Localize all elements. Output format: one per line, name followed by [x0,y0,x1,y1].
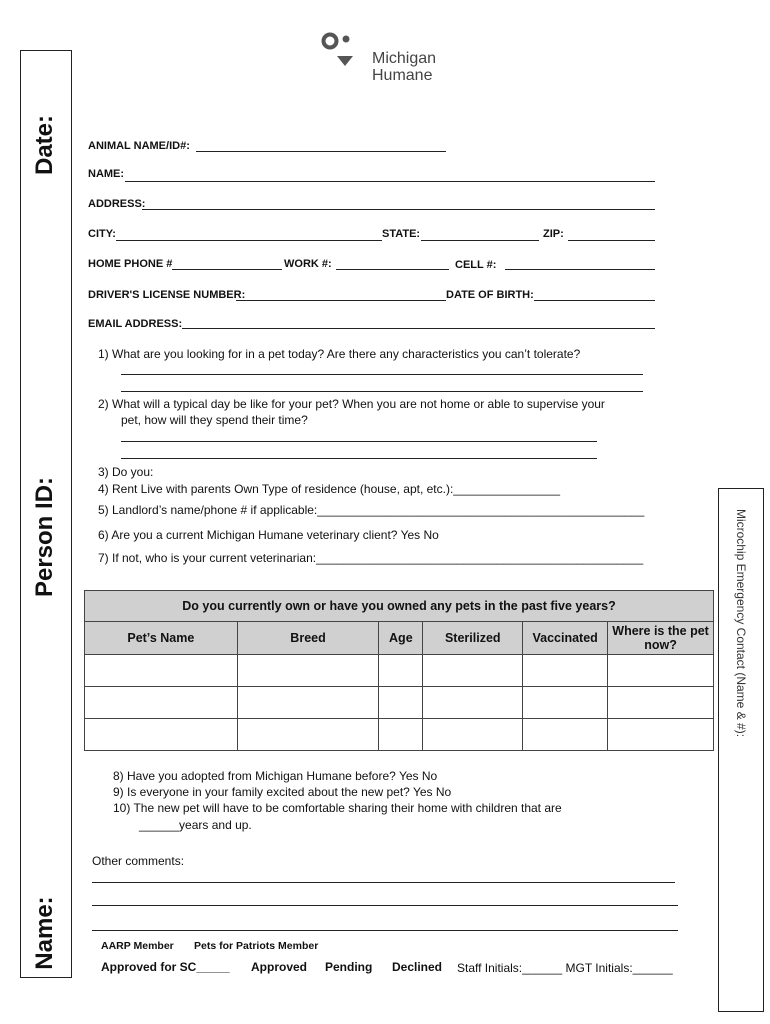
table-cell[interactable] [379,687,423,719]
column-header: Pet’s Name [85,622,238,655]
question-2b: pet, how will they spend their time? [121,413,308,427]
question-4: 4) Rent Live with parents Own Type of residence (house, apt, etc.):________________ [98,482,561,496]
comments-line-3[interactable] [92,930,678,931]
pets-for-patriots-label: Pets for Patriots Member [194,940,319,952]
drivers-license-label: DRIVER'S LICENSE NUMBER: [88,289,246,301]
drivers-license-field[interactable] [236,300,446,301]
approved-for-sc-label: Approved for SC_____ [101,960,230,974]
zip-label: ZIP: [543,228,564,240]
table-cell[interactable] [608,655,714,687]
question-10a: 10) The new pet will have to be comfortable sharing their home with children that are [113,801,562,815]
person-id-label: Person ID: [31,476,58,598]
name-field[interactable] [125,181,655,182]
question-5: 5) Landlord’s name/phone # if applicable:_________________________________________________ [98,503,645,517]
city-label: CITY: [88,228,116,240]
logo-text [372,50,436,84]
column-header: Sterilized [423,622,523,655]
date-label: Date: [31,115,58,176]
table-cell[interactable] [379,719,423,751]
table-cell[interactable] [237,687,379,719]
name-label: Name: [31,896,58,970]
table-row [85,719,714,751]
answer-line-1b[interactable] [121,391,643,392]
comments-line-1[interactable] [92,882,675,883]
table-cell[interactable] [608,719,714,751]
table-cell[interactable] [608,687,714,719]
animal-name-field[interactable] [196,151,446,152]
table-cell[interactable] [423,719,523,751]
column-header: Where is the pet now? [608,622,714,655]
table-cell[interactable] [423,687,523,719]
state-label: STATE: [382,228,421,240]
pets-table [84,590,714,751]
cell-field[interactable] [505,269,655,270]
email-field[interactable] [182,328,655,329]
table-cell[interactable] [523,655,608,687]
answer-line-1a[interactable] [121,374,643,375]
address-label: ADDRESS: [88,198,146,210]
zip-field[interactable] [568,240,655,241]
question-9: 9) Is everyone in your family excited about the new pet? Yes No [113,785,452,799]
state-field[interactable] [421,240,539,241]
declined-label: Declined [392,960,443,974]
table-cell[interactable] [237,655,379,687]
approved-label: Approved [251,960,308,974]
table-cell[interactable] [85,655,238,687]
table-cell[interactable] [237,719,379,751]
question-10b: ______years and up. [139,818,252,832]
work-label: WORK #: [284,258,332,270]
answer-line-2b[interactable] [121,458,597,459]
column-header: Vaccinated [523,622,608,655]
pending-label: Pending [325,960,373,974]
home-phone-label: HOME PHONE # [88,258,173,270]
table-title: Do you currently own or have you owned any pets in the past five years? [85,591,714,622]
question-6: 6) Are you a current Michigan Humane veterinary client? Yes No [98,528,439,542]
table-cell[interactable] [423,655,523,687]
comments-line-2[interactable] [92,905,678,906]
home-phone-field[interactable] [172,269,282,270]
column-header: Breed [237,622,379,655]
email-label: EMAIL ADDRESS: [88,318,183,330]
table-cell[interactable] [523,687,608,719]
microchip-label: Microchip Emergency Contact (Name & #): [734,508,748,738]
table-row [85,655,714,687]
name-field-label: NAME: [88,168,125,180]
cell-label: CELL #: [455,259,497,271]
question-1: 1) What are you looking for in a pet today? Are there any characteristics you can’t tolerate? [98,347,581,361]
dob-label: DATE OF BIRTH: [446,289,534,301]
animal-name-label: ANIMAL NAME/ID#: [88,140,190,152]
table-cell[interactable] [523,719,608,751]
column-header: Age [379,622,423,655]
work-field[interactable] [336,269,449,270]
table-cell[interactable] [85,719,238,751]
logo-line-1: Michigan [372,50,437,67]
table-row [85,687,714,719]
dob-field[interactable] [534,300,655,301]
address-field[interactable] [142,209,655,210]
answer-line-2a[interactable] [121,441,597,442]
city-field[interactable] [116,240,382,241]
table-cell[interactable] [85,687,238,719]
question-3: 3) Do you: [98,465,154,479]
initials-label: Staff Initials:______ MGT Initials:______ [457,961,673,975]
table-cell[interactable] [379,655,423,687]
question-7: 7) If not, who is your current veterinarian:_________________________________________________ [98,551,644,565]
question-8: 8) Have you adopted from Michigan Humane before? Yes No [113,769,438,783]
other-comments-label: Other comments: [92,854,185,868]
logo-line-2: Humane [372,67,433,84]
question-2a: 2) What will a typical day be like for your pet? When you are not home or able to supervise your [98,397,605,411]
aarp-member-label: AARP Member [101,940,174,952]
